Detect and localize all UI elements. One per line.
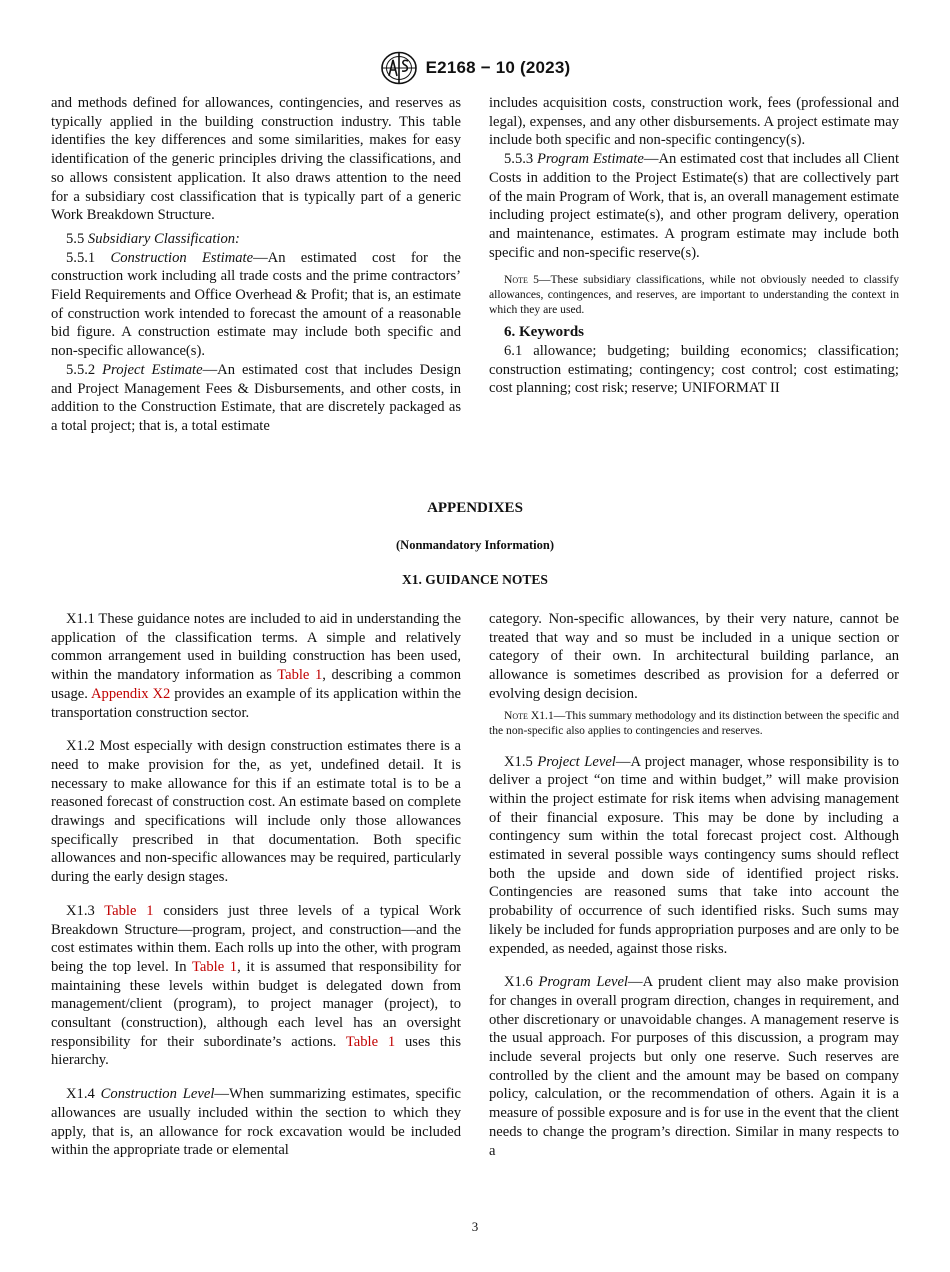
table-1-link[interactable]: Table 1 [345, 1033, 396, 1050]
note-5 [489, 272, 899, 317]
paragraph-text: X1.1 These guidance notes are included to aid in understanding the application of the classification terms. A simple and relatively common arrangement used in building construction has been used, within the mandatory information as [51, 611, 461, 684]
paragraph: includes acquisition costs, construction work, fees (professional and legal), expenses, and any other disbursements. A project estimate may include both specific and non-specific contingency(s). [489, 95, 899, 149]
table-1-link[interactable]: Table 1 [277, 667, 323, 684]
section-number: X1.5 [504, 753, 538, 770]
paragraph-text: considers just three levels of a typical Work Breakdown Structure—program, project, and construction—and the cost estimates within them. Each rolls up into the other, with program being the top level. In [51, 902, 461, 975]
section-5-5-2 [51, 361, 461, 436]
note-x1-1 [489, 708, 899, 738]
definition-text: —A project manager, whose responsibility is to deliver a project “on time and within budget,” will make provision within the project estimate for risk items when advising management of their financial exposure. This may be done by including a contingency sum within the total forecast project cost. Although estimated in several possible ways contingency sums should reflect both the upside and down side of identified project risks. Contingencies are reasoned sums that take into account the probability of occurrence of such identified risks. Such sums may likely be included for funds appropriation purposes and are only to be expended, as needed, against those risks. [489, 753, 899, 957]
appendix-x1-title: X1. GUIDANCE NOTES [402, 572, 548, 587]
paragraph-text: provides an example of its application within the transportation construction sector. [51, 685, 461, 721]
note-label: Note [504, 708, 528, 722]
defined-term: Project Level [537, 753, 616, 770]
paragraph-text: , it is assumed that responsibility for maintaining these levels within budget is delegated down from management/client (program), to project manager (project), to consultant (construction), although each level has an oversight responsibility for their subordinate’s actions. [51, 958, 462, 1050]
note-text: 5—These subsidiary classifications, while not obviously needed to classify allowances, contingences, and reserves, are important to understanding the context in which they are used. [489, 273, 899, 317]
astm-logo-icon [380, 51, 418, 85]
section-number: X1.6 [504, 974, 539, 991]
section-x1-5 [489, 753, 899, 959]
bottom-left-column [51, 610, 461, 1160]
defined-term: Project Estimate [102, 361, 203, 378]
note-label: Note [504, 273, 528, 287]
defined-term: Program Estimate [536, 151, 644, 168]
section-x1-1 [51, 610, 461, 722]
section-title: Subsidiary Classification: [87, 230, 240, 247]
section-number: 5.5 [66, 230, 88, 247]
top-right-column [489, 94, 899, 398]
paragraph-text: , describing a common usage. [51, 667, 461, 702]
standard-designation: E2168 − 10 (2023) [425, 58, 571, 77]
defined-term: Construction Estimate [110, 249, 254, 266]
section-number: 5.5.2 [66, 361, 103, 378]
table-1-link[interactable]: Table 1 [191, 958, 238, 975]
section-number: X1.4 [66, 1086, 101, 1103]
top-left-column [51, 94, 461, 436]
defined-term: Construction Level [100, 1086, 215, 1103]
keywords-text: 6.1 allowance; budgeting; building economics; classification; construction estimating; contingency; cost control; cost estimating; cost planning; cost risk; reserve; UNIFORMAT II [489, 343, 899, 397]
section-5-5 [51, 230, 461, 249]
table-1-link[interactable]: Table 1 [104, 902, 154, 919]
document-header [0, 50, 950, 86]
section-5-5-3 [489, 150, 899, 262]
keywords-heading: 6. Keywords [504, 324, 584, 341]
note-text: X1.1—This summary methodology and its distinction between the specific and the non-specific also applies to contingencies and reserves. [489, 708, 899, 737]
section-5-5-1 [51, 249, 461, 361]
appendixes-subtitle: (Nonmandatory Information) [396, 538, 554, 552]
defined-term: Program Level [538, 974, 628, 991]
section-number: 5.5.3 [504, 151, 537, 168]
page-number: 3 [471, 1219, 479, 1234]
paragraph-text: X1.3 [66, 902, 105, 919]
definition-text: —An estimated cost that includes all Client Costs in addition to the Project Estimate(s) that are collectively part of the main Program of Work, that is, an overall management estimate including project estimate(s), and other program delivery, operation and maintenance, estimates. A program estimate may include both specific and non-specific reserve(s). [489, 151, 900, 261]
paragraph: and methods defined for allowances, contingencies, and reserves as typically applied in the building construction industry. This table identifies the key differences and some similarities, makes for easy identification of the generic principles driving the classifications, and so allows consistent application. It also draws attention to the need for a subsidiary cost classification that is typically part of a generic Work Breakdown Structure. [51, 95, 461, 224]
section-x1-4 [51, 1085, 461, 1160]
definition-text: —An estimated cost that includes Design and Project Management Fees & Disbursements, and other costs, in addition to the Construction Estimate, that are discretely packaged as a total project; that is, a total estimate [51, 361, 462, 434]
section-x1-2: X1.2 Most especially with design construction estimates there is a need to make provision for the, as yet, undefined detail. It is necessary to make allowance for this if an estimate total is to be a reasoned forecast of construction cost. An estimate based on complete drawings and specifications will include only those allowances specifically prescribed in that documentation. Both specific allowances and non-specific allowances may be required, particularly during the early design stages. [51, 738, 461, 886]
paragraph-text: uses this hierarchy. [51, 1033, 462, 1069]
definition-text: —When summarizing estimates, specific allowances are usually included within the section to which they apply, that is, an allowance for rock excavation would be included within the appropriate trade or elemental [51, 1086, 461, 1159]
section-x1-6 [489, 973, 899, 1160]
section-x1-3 [51, 902, 461, 1070]
section-number: 5.5.1 [66, 249, 111, 266]
paragraph: category. Non-specific allowances, by their very nature, cannot be treated that way and so must be included in a unique section or category of their own. In architectural building parlance, an allowance is sometimes described as provision for a deferred or evolving design decision. [489, 611, 899, 702]
bottom-right-column [489, 610, 899, 1160]
definition-text: —A prudent client may also make provision for changes in overall program direction, changes in requirement, and other discretionary or unavoidable changes. A management reserve is the usual approach. For purposes of this discussion, a program may include several projects but only one reserve. Such reserves are controlled by the client and the amount may be based on company policy, calculation, or the recommendation of others. Again it is a measure of possible exposure and is for use in the event that the client needs to change the program’s direction. Similar in many respects to a [489, 974, 899, 1159]
definition-text: —An estimated cost for the construction work including all trade costs and the prime contractors’ Field Requirements and Office Overhead & Profit; that is, an estimate of construction work intended to forecast the amount of a reasonable bid figure. A construction estimate may include both specific and non-specific allowance(s). [51, 249, 461, 360]
appendixes-title: APPENDIXES [427, 500, 523, 516]
appendix-x2-link[interactable]: Appendix X2 [91, 685, 171, 702]
